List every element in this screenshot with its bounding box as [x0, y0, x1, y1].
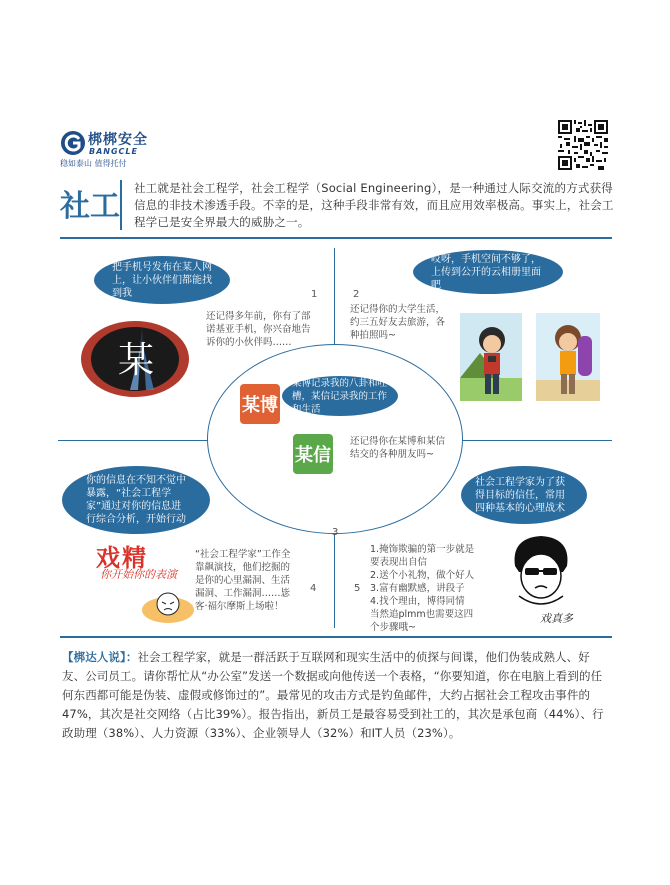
diagram-axis-bottom [334, 533, 335, 628]
speech-bubble-2 [413, 250, 563, 294]
caption-3: 还记得你在某博和某信结交的各种朋友吗~ [350, 436, 446, 460]
intro-text: 社工就是社会工程学，社会工程学（Social Engineering），是一种通过人际交流的方式获得信息的非技术渗透手段。不幸的是，这种手段非常有效，而且应用效率极高。事实上，社会工程学已是安全界最大的威胁之一。 [134, 181, 614, 229]
caption-2: 还记得你的大学生活，约三五好友去旅游，各种拍照吗~ [350, 304, 446, 341]
tactic-1: 1.掩饰欺骗的第一步就是要表现出自信 [370, 544, 475, 568]
intro-divider [120, 180, 122, 230]
diagram-axis-top [334, 248, 335, 345]
mou-eiffel-illustration [80, 320, 190, 398]
tactic-2: 2.送个小礼物，做个好人 [370, 570, 475, 581]
footer-text: 社会工程学家，就是一群活跃于互联网和现实生活中的侦探与间谍，他们伪装成熟人、好友、公司员工。请你帮忙从“办公室”发送一个数据或向他传送一个表格，“你要知道，你在电脑上看到的任何东西都可能是伪装、虚假或修饰过的”。最常见的攻击方式是钓鱼邮件，大约占据社会工程攻击事件的47%，其次是社交网络（占比39%）。报告指出，新员工是最容易受到社工的，其次是承包商（44%）、行政助理（38%）、人力资源（33%）、企业领导人（32%）和IT人员（23%）。 [62, 650, 604, 740]
speech-bubble-3-text: 某博记录我的八卦和吐槽，某信记录我的工作和生活 [292, 377, 388, 415]
intro-rule [60, 237, 612, 239]
footer-lead: 【梆达人说】： [62, 650, 138, 664]
step-number-1: 1 [311, 289, 318, 300]
tactic-note: 当然追plmm也需要这四个步骤哦~ [370, 609, 474, 633]
step-number-2: 2 [353, 289, 360, 300]
step-number-3: 3 [332, 527, 339, 538]
speech-bubble-1 [94, 256, 230, 304]
travellers-illustration [460, 308, 600, 403]
speech-bubble-4 [62, 466, 210, 534]
speech-bubble-5 [461, 466, 587, 524]
caption-4: “社会工程学家”工作全靠飙演技，他们挖掘的是你的心里漏洞、生活漏洞、工作漏洞……毖客·福尔摩斯上场啦！ [195, 549, 291, 612]
tactic-3: 3.富有幽默感，讲段子 [370, 583, 465, 594]
diagram-axis-left [58, 440, 208, 441]
caption-5-list [370, 543, 480, 634]
mou-glyph: 某 [118, 340, 155, 381]
crying-face-icon [140, 588, 196, 624]
speech-bubble-3 [282, 376, 398, 416]
wechat-tile: 某信 [293, 434, 333, 474]
xijing-label: 戏精 [96, 543, 148, 572]
brand-name: 梆梆安全 [88, 132, 148, 148]
xizhenduo-label: 戏真多 [540, 612, 573, 625]
footer-rule [60, 636, 612, 638]
brand-slogan: 稳如泰山 值得托付 [60, 159, 127, 168]
diagram-axis-right [462, 440, 612, 441]
bangcle-logo-icon [60, 130, 86, 156]
speech-bubble-5-text: 社会工程学家为了获得目标的信任，常用四种基本的心理战术 [475, 476, 565, 514]
brand-english: BANGCLE [89, 147, 138, 156]
step-number-4: 4 [310, 583, 317, 594]
step-number-5: 5 [354, 583, 361, 594]
caption-1: 还记得多年前，你有了部诺基亚手机，你兴奋地告诉你的小伙伴吗…… [206, 311, 311, 348]
tactic-4: 4.找个理由，博得同情 [370, 596, 465, 607]
speech-bubble-2-text: 哎呀，手机空间不够了，上传到公开的云相册里面吧 [431, 253, 541, 291]
intro-title: 社工 [60, 189, 120, 224]
speech-bubble-1-text: 把手机号发布在某人网上，让小伙伴们都能找到我 [112, 261, 212, 299]
footer-paragraph [62, 648, 610, 743]
weibo-tile: 某博 [240, 384, 280, 424]
kaishi-label: 你开始你的表演 [100, 568, 177, 581]
sunglasses-meme-icon [505, 532, 577, 612]
speech-bubble-4-text: 你的信息在不知不觉中暴露，“社会工程学家”通过对你的信息进行综合分析，开始行动 [86, 475, 186, 525]
qr-code-icon [558, 120, 608, 170]
